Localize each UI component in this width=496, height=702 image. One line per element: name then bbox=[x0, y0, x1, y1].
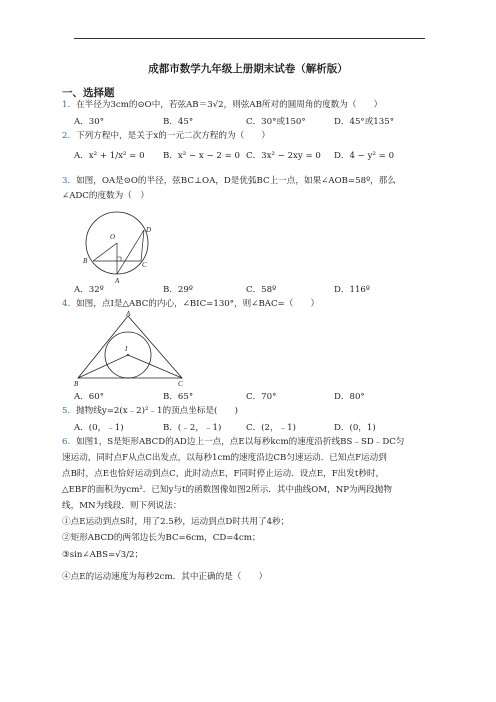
q1-option-c: C．30°或150° bbox=[246, 117, 306, 127]
question-number: 2． bbox=[62, 131, 77, 141]
q1-option-a: A．30° bbox=[74, 117, 105, 127]
q5-option-c: C．(2，﹣1) bbox=[246, 423, 296, 433]
question-text: 下列方程中，是关于x的一元二次方程的为（ ） bbox=[76, 131, 270, 141]
q5-option-b: B．(﹣2，﹣1) bbox=[163, 423, 222, 433]
page-title: 成都市数学九年级上册期末试卷（解析版） bbox=[148, 63, 348, 75]
q4-option-d: D．80° bbox=[334, 392, 365, 402]
question-text: 如图1，S是矩形ABCD的AD边上一点，点E以每秒kcm的速度沿折线BS﹣SD﹣DC匀 bbox=[76, 437, 405, 447]
statement-1: ①点E运动到点S时，用了2.5秒，运动到点D时共用了4秒； bbox=[62, 517, 290, 527]
q4-option-b: B．65° bbox=[163, 392, 194, 402]
statement-3: ③sin∠ABS=√3/2； bbox=[62, 550, 144, 560]
label-a: A bbox=[115, 277, 120, 285]
label-b: B bbox=[74, 380, 79, 388]
q2-option-a: A．x² + 1/x² = 0 bbox=[74, 151, 145, 161]
segment-ob bbox=[93, 243, 117, 261]
question-3-cont: ∠ADC的度数为（ ） bbox=[62, 191, 150, 201]
triangle-abc bbox=[78, 316, 182, 378]
question-number: 6． bbox=[62, 437, 77, 447]
label-a: A bbox=[126, 310, 131, 318]
question-5 bbox=[62, 405, 238, 417]
q2-option-d: D．4 − y² = 0 bbox=[334, 151, 395, 161]
question-number: 5． bbox=[62, 406, 77, 416]
question-6 bbox=[62, 436, 404, 448]
question-number: 1． bbox=[62, 100, 77, 110]
q1-option-b: B．45° bbox=[163, 117, 194, 127]
q5-option-d: D．(0，1) bbox=[334, 423, 376, 433]
label-d: D bbox=[146, 226, 152, 234]
question-number: 3． bbox=[62, 176, 77, 186]
q3-option-d: D．116º bbox=[334, 285, 370, 295]
label-i: I bbox=[125, 345, 128, 353]
question-3 bbox=[62, 175, 396, 187]
q3-option-b: B．29º bbox=[163, 285, 193, 295]
question-text: 如图，点I是△ABC的内心，∠BIC=130°，则∠BAC=（ ） bbox=[76, 299, 320, 309]
label-b: B bbox=[83, 257, 88, 265]
question-number: 4． bbox=[62, 299, 77, 309]
segment-ci bbox=[128, 355, 182, 378]
header-rule bbox=[74, 38, 425, 39]
question-text: 抛物线y=2(x﹣2)²﹣1的顶点坐标是( ) bbox=[76, 406, 238, 416]
q4-option-a: A．60° bbox=[74, 392, 105, 402]
q3-option-a: A．32º bbox=[74, 285, 104, 295]
statement-2: ②矩形ABCD的两邻边长为BC=6cm，CD=4cm； bbox=[62, 533, 261, 543]
question-6-line: 线，MN为线段．则下列说法： bbox=[62, 501, 182, 511]
q1-option-d: D．45°或135° bbox=[334, 117, 395, 127]
section-heading: 一、选择题 bbox=[62, 87, 115, 99]
segment-ad bbox=[117, 230, 144, 274]
statement-4: ④点E的运动速度为每秒2cm．其中正确的是（ ） bbox=[62, 572, 268, 582]
circle-figure bbox=[72, 205, 162, 287]
triangle-figure bbox=[70, 310, 190, 388]
question-6-line: 速运动，同时点F从点C出发点，以每秒1cm的速度沿边CB匀速运动．已知点F运动到 bbox=[62, 453, 387, 463]
right-angle-mark bbox=[117, 257, 121, 261]
q4-option-c: C．70° bbox=[246, 392, 277, 402]
point-i bbox=[127, 354, 129, 356]
question-text: 在半径为3cm的⊙O中，若弦AB＝3√2，则弦AB所对的圆周角的度数为（ ） bbox=[76, 100, 383, 110]
q2-option-c: C．3x² − 2xy = 0 bbox=[246, 151, 321, 161]
label-o: O bbox=[110, 233, 116, 241]
question-1 bbox=[62, 99, 382, 111]
segment-bi bbox=[78, 355, 128, 378]
q3-option-c: C．58º bbox=[246, 285, 277, 295]
question-2 bbox=[62, 130, 270, 142]
q2-option-b: B．x² − x − 2 = 0 bbox=[163, 151, 240, 161]
question-6-line: △EBF的面积为ycm²．已知y与t的函数图像如图2所示．其中曲线OM，NP为两段抛物 bbox=[62, 485, 392, 495]
label-c: C bbox=[178, 380, 183, 388]
question-text: 如图，OA是⊙O的半径，弦BC⊥OA，D是优弧BC上一点，如果∠AOB=58º，那么 bbox=[76, 176, 396, 186]
question-4 bbox=[62, 298, 319, 310]
question-6-line: 点B时，点E也恰好运动到点C，此时动点E，F同时停止运动．设点E，F出发t秒时， bbox=[62, 469, 385, 479]
label-c: C bbox=[142, 261, 147, 269]
q5-option-a: A．(0，﹣1) bbox=[74, 423, 124, 433]
